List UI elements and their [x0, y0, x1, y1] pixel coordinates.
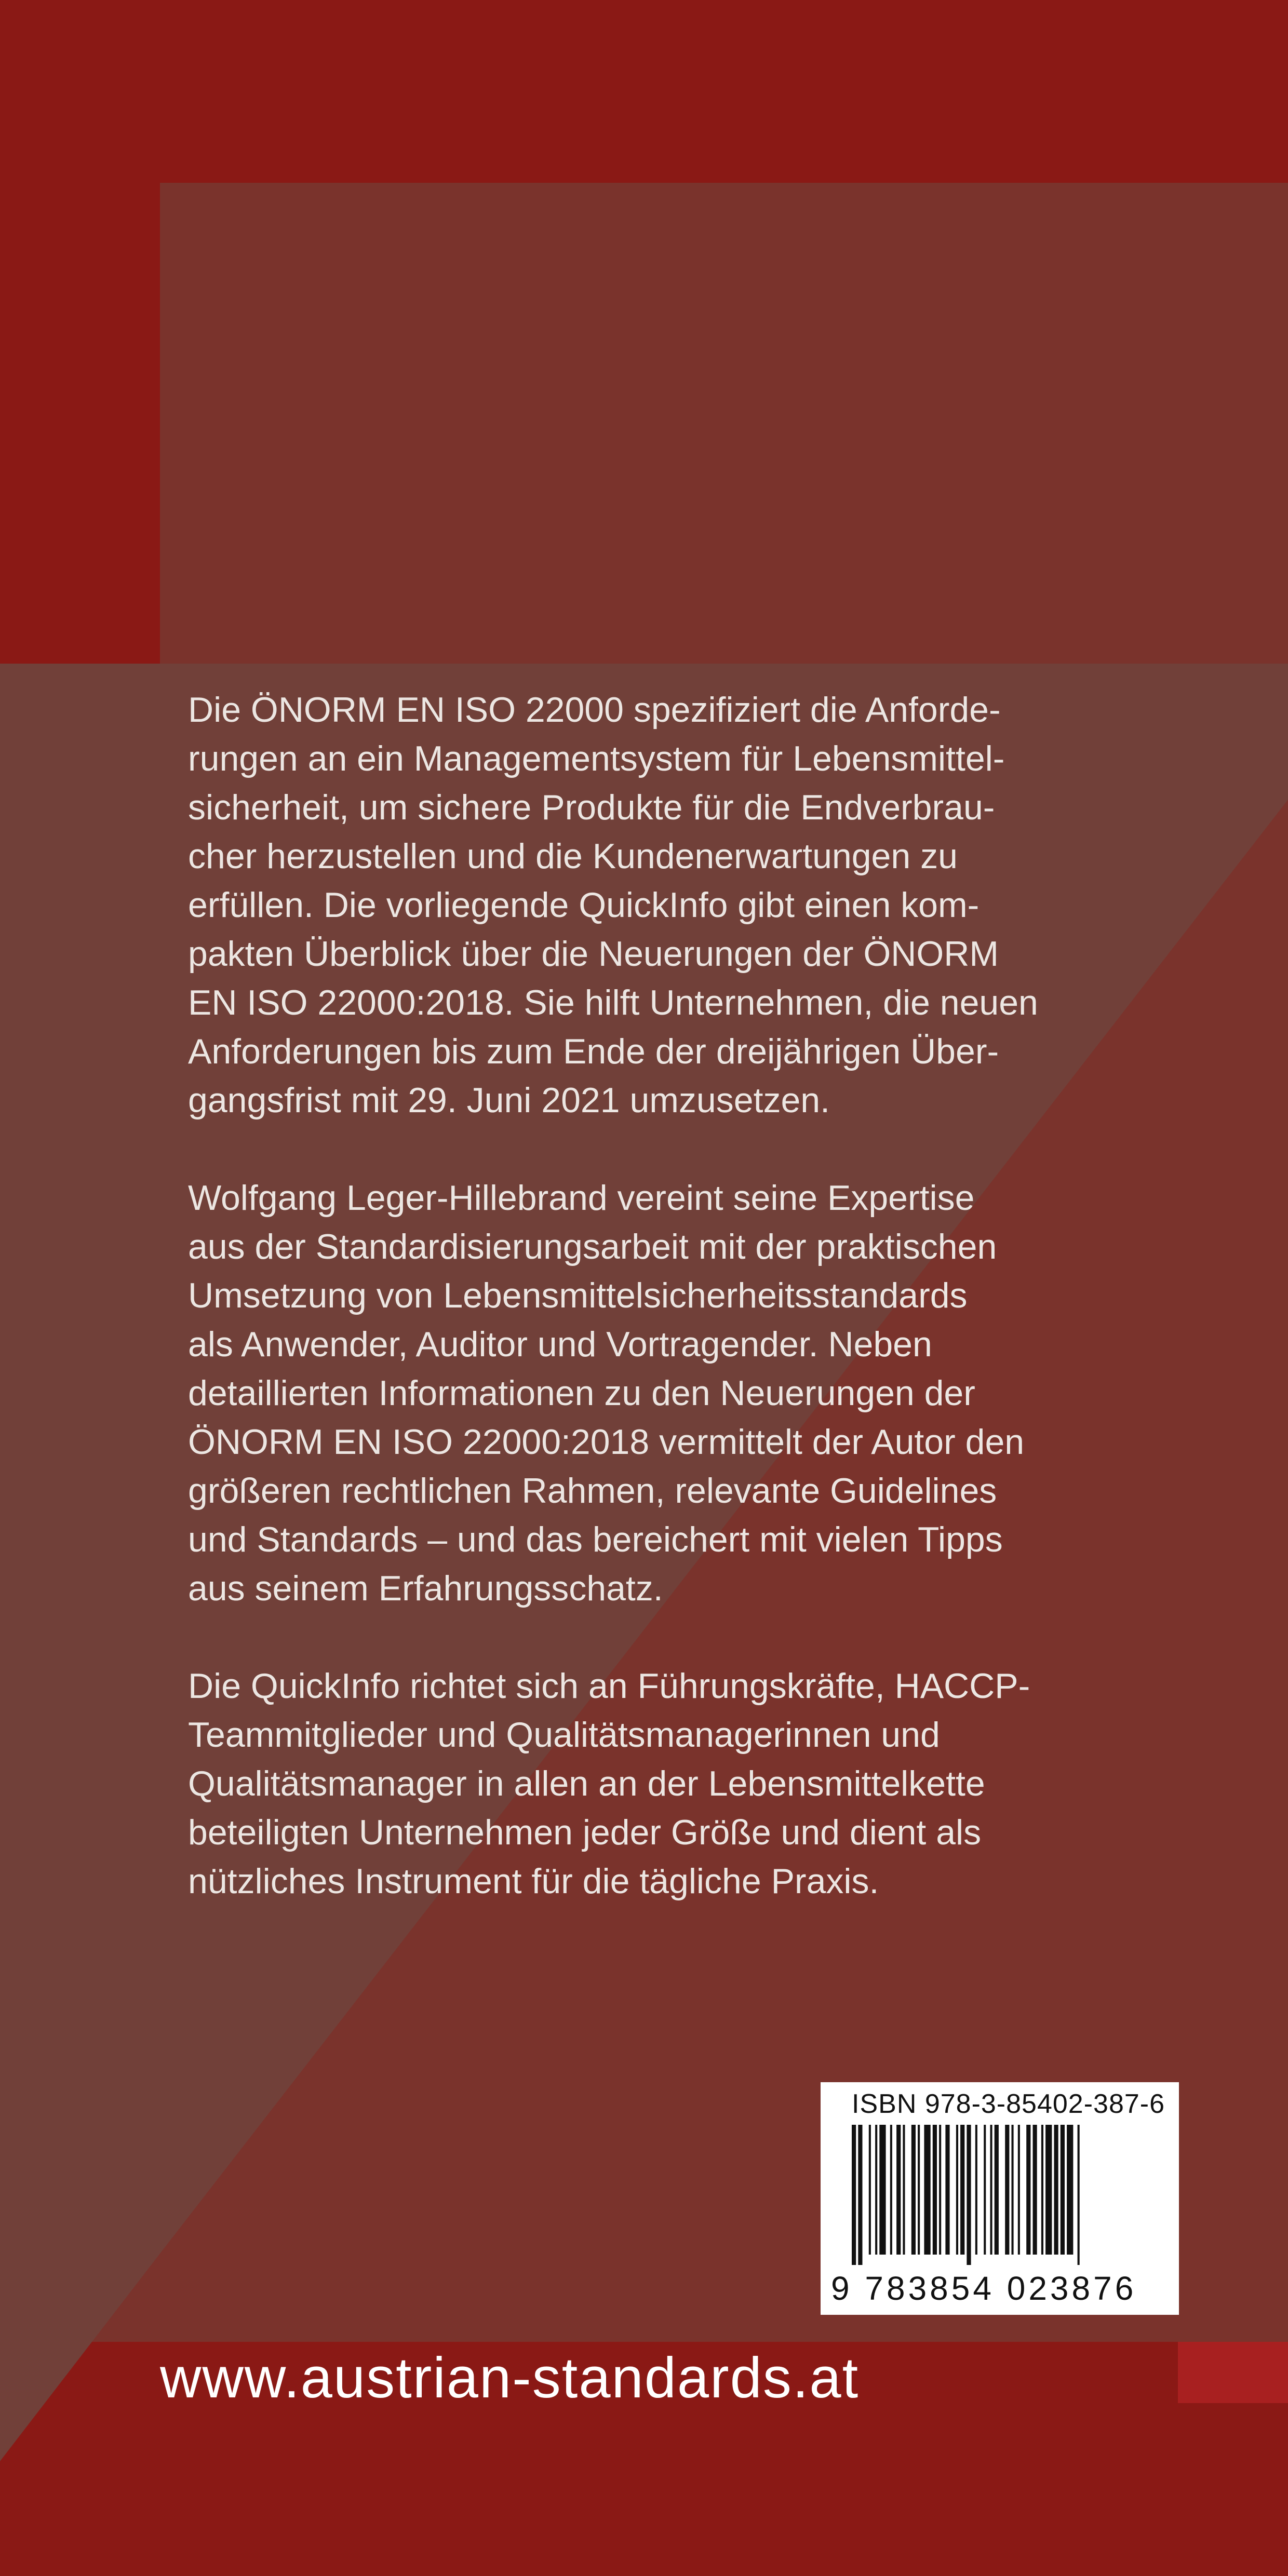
- barcode-bar: [1012, 2125, 1014, 2255]
- isbn-barcode-box: [821, 2082, 1179, 2315]
- text-line: Die QuickInfo richtet sich an Führungskräfte, HACCP-: [188, 1666, 1030, 1706]
- text-line: Die ÖNORM EN ISO 22000 spezifiziert die Anforde-: [188, 690, 1001, 730]
- barcode-bar: [1054, 2125, 1058, 2255]
- barcode-digits: 9 783854 023876: [831, 2270, 1137, 2307]
- barcode-bar: [990, 2125, 992, 2255]
- barcode-bar: [975, 2125, 977, 2255]
- barcode-bar: [1067, 2125, 1073, 2255]
- text-line: detaillierten Informationen zu den Neuerungen der: [188, 1373, 975, 1413]
- paragraph-standard-summary: [188, 685, 1123, 1125]
- barcode-bar: [911, 2125, 916, 2255]
- text-line: und Standards – und das bereichert mit vielen Tipps: [188, 1520, 1003, 1559]
- barcode-bar: [995, 2125, 999, 2255]
- text-line: nützliches Instrument für die tägliche Praxis.: [188, 1862, 879, 1901]
- text-line: rungen an ein Managementsystem für Lebensmittel-: [188, 739, 1005, 778]
- barcode-bar: [1005, 2125, 1009, 2255]
- text-line: Umsetzung von Lebensmittelsicherheitsstandards: [188, 1276, 968, 1315]
- text-line: pakten Überblick über die Neuerungen der ÖNORM: [188, 934, 999, 974]
- barcode-bar: [984, 2125, 986, 2255]
- barcode-bar: [1018, 2125, 1020, 2255]
- barcode-bar: [924, 2125, 930, 2255]
- barcode-bar: [875, 2125, 877, 2255]
- barcode-bar: [890, 2125, 892, 2255]
- barcode-bar: [879, 2125, 886, 2255]
- barcode-icon: [852, 2125, 1148, 2265]
- text-line: beteiligten Unternehmen jeder Größe und dient als: [188, 1813, 982, 1852]
- paragraph-author-bio: [188, 1174, 1123, 1613]
- text-line: aus der Standardisierungsarbeit mit der praktischen: [188, 1227, 997, 1266]
- text-line: größeren rechtlichen Rahmen, relevante Guidelines: [188, 1471, 997, 1510]
- barcode-bar: [1061, 2125, 1065, 2255]
- text-line: cher herzustellen und die Kundenerwartungen zu: [188, 837, 958, 876]
- barcode-bar: [967, 2125, 971, 2265]
- barcode-bar: [858, 2125, 862, 2265]
- isbn-label: ISBN 978-3-85402-387-6: [852, 2089, 1165, 2119]
- barcode-bar: [956, 2125, 958, 2255]
- text-line: aus seinem Erfahrungsschatz.: [188, 1569, 663, 1608]
- text-line: sicherheit, um sichere Produkte für die Endverbrau-: [188, 788, 995, 827]
- barcode-bar: [933, 2125, 937, 2255]
- text-line: als Anwender, Auditor und Vortragender. Neben: [188, 1325, 932, 1364]
- barcode-bar: [960, 2125, 964, 2255]
- accent-tab: [1178, 2342, 1288, 2403]
- back-cover-text: [188, 685, 1123, 1954]
- text-line: Teammitglieder und Qualitätsmanagerinnen und: [188, 1715, 940, 1755]
- barcode-bar: [1026, 2125, 1030, 2255]
- barcode-bar: [903, 2125, 905, 2255]
- barcode-bar: [939, 2125, 941, 2255]
- text-line: EN ISO 22000:2018. Sie hilft Unternehmen, die neuen: [188, 983, 1038, 1022]
- barcode-bar: [896, 2125, 901, 2255]
- barcode-bar: [852, 2125, 856, 2265]
- text-line: Wolfgang Leger-Hillebrand vereint seine Expertise: [188, 1178, 975, 1218]
- text-line: Anforderungen bis zum Ende der dreijährigen Über-: [188, 1032, 999, 1071]
- barcode-bar: [945, 2125, 949, 2255]
- barcode-bar: [869, 2125, 871, 2255]
- text-line: Qualitätsmanager in allen an der Lebensmittelkette: [188, 1764, 985, 1803]
- barcode-bar: [1041, 2125, 1043, 2255]
- text-line: erfüllen. Die vorliegende QuickInfo gibt einen kom-: [188, 885, 980, 925]
- barcode-bar: [1033, 2125, 1037, 2255]
- paragraph-audience: [188, 1662, 1123, 1906]
- barcode-bar: [1078, 2125, 1080, 2265]
- barcode-bar: [1045, 2125, 1052, 2255]
- text-line: ÖNORM EN ISO 22000:2018 vermittelt der Autor den: [188, 1422, 1025, 1462]
- barcode-bar: [918, 2125, 920, 2255]
- website-url[interactable]: www.austrian-standards.at: [160, 2346, 860, 2410]
- text-line: gangsfrist mit 29. Juni 2021 umzusetzen.: [188, 1081, 830, 1120]
